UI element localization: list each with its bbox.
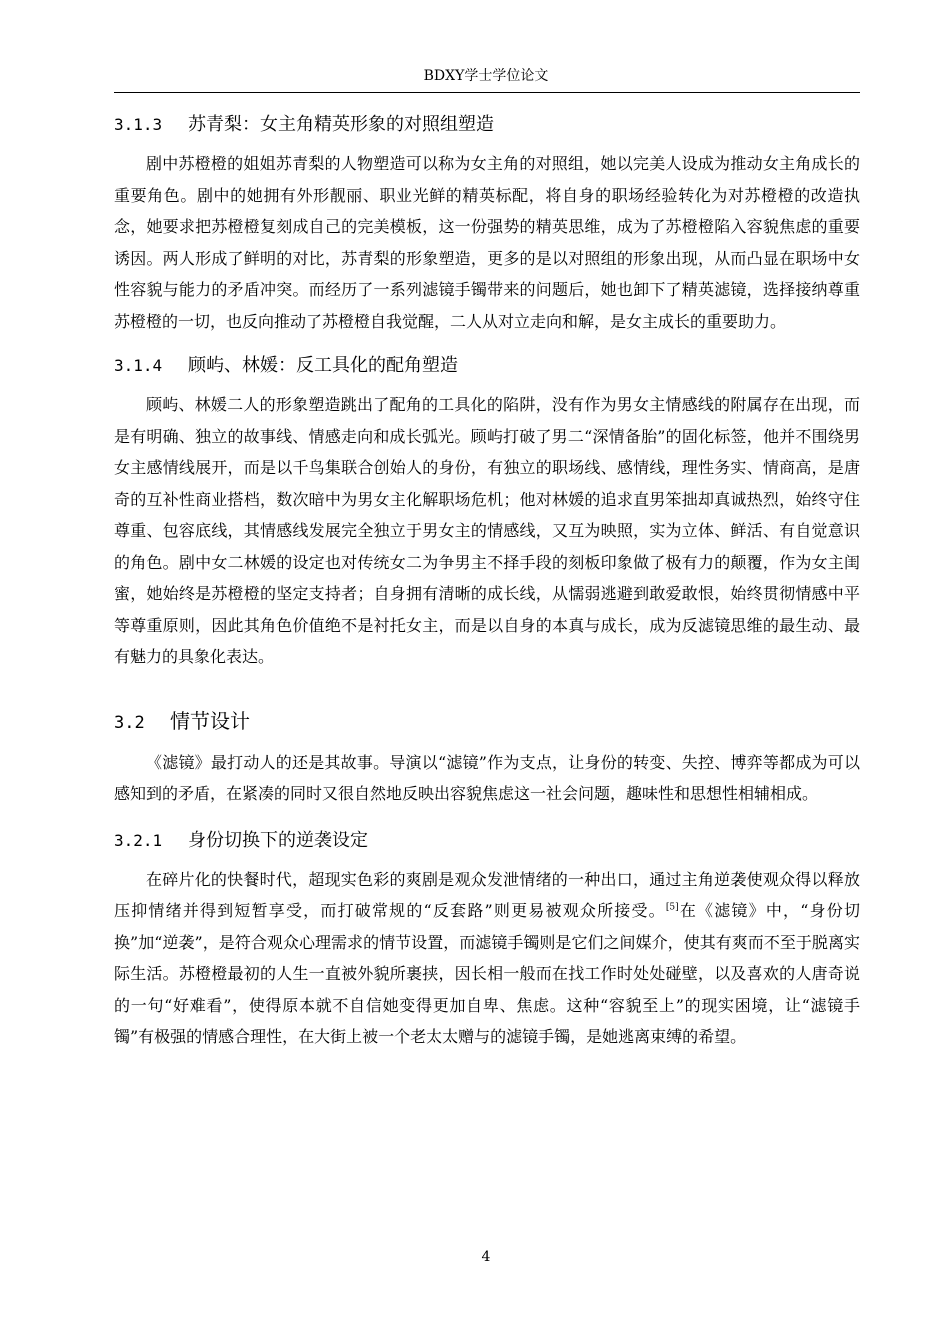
body-paragraph: 《滤镜》最打动人的还是其故事。导演以“滤镜”作为支点，让身份的转变、失控、博弈等都成为可以感知到的矛盾，在紧凑的同时又很自然地反映出容貌焦虑这一社会问题，趣味性和思想性相辅相成。 [114, 752, 860, 803]
header-rule [114, 92, 860, 93]
section-title: 情节设计 [170, 708, 250, 733]
running-header: BDXY学士学位论文 [423, 68, 549, 84]
section-number: 3.1.3 [114, 115, 163, 134]
body-paragraph: 顾屿、林媛二人的形象塑造跳出了配角的工具化的陷阱，没有作为男女主情感线的附属存在出现，而是有明确、独立的故事线、情感走向和成长弧光。顾屿打破了男二“深情备胎”的固化标签，他并不围绕男女主感情线展开，而是以千鸟集联合创始人的身份，有独立的职场线、感情线，理性务实、情商高，是唐奇的互补性商业搭档，数次暗中为男女主化解职场危机；他对林媛的追求直男笨拙却真诚热烈，始终守住尊重、包容底线，其情感线发展完全独立于男女主的情感线，又互为映照，实为立体、鲜活、有自觉意识的角色。剧中女二林媛的设定也对传统女二为争男主不择手段的刻板印象做了极有力的颠覆，作为女主闺蜜，她始终是苏橙橙的坚定支持者；自身拥有清晰的成长线，从懦弱逃避到敢爱敢恨，始终贯彻情感中平等尊重原则，因此其角色价值绝不是衬托女主，而是以自身的本真与成长，成为反滤镜思维的最生动、最有魅力的具象化表达。 [114, 395, 860, 666]
section-number: 3.1.4 [114, 356, 163, 375]
page-body [114, 112, 860, 1053]
section-title: 顾屿、林媛：反工具化的配角塑造 [188, 355, 458, 376]
paragraph-text: 在《滤镜》中，“身份切换”加“逆袭”，是符合观众心理需求的情节设置，而滤镜手镯则是它们之间媒介，使其有爽而不至于脱离实际生活。苏橙橙最初的人生一直被外貌所裹挟，因长相一般而在找工作时处处碰壁，以及喜欢的人唐奇说的一句“好难看”，使得原本就不自信她变得更加自卑、焦虑。这种“容貌至上”的现实困境，让“滤镜手镯”有极强的情感合理性，在大街上被一个老太太赠与的滤镜手镯，是她逃离束缚的希望。 [114, 901, 860, 1046]
section-title: 身份切换下的逆袭设定 [188, 829, 368, 851]
body-paragraph [114, 864, 860, 1053]
section-number: 3.2 [114, 712, 145, 733]
paragraph-text: 在碎片化的快餐时代，超现实色彩的爽剧是观众发泄情绪的一种出口，通过主角逆袭使观众得以释放压抑情绪并得到短暂享受，而打破常规的“反套路”则更易被观众所接受。 [114, 869, 860, 920]
citation-marker: [5] [665, 902, 679, 913]
body-paragraph: 剧中苏橙橙的姐姐苏青梨的人物塑造可以称为女主角的对照组，她以完美人设成为推动女主角成长的重要角色。剧中的她拥有外形靓丽、职业光鲜的精英标配，将自身的职场经验转化为对苏橙橙的改造执念，她要求把苏橙橙复刻成自己的完美模板，这一份强势的精英思维，成为了苏橙橙陷入容貌焦虑的重要诱因。两人形成了鲜明的对比，苏青梨的形象塑造，更多的是以对照组的形象出现，从而凸显在职场中女性容貌与能力的矛盾冲突。而经历了一系列滤镜手镯带来的问题后，她也卸下了精英滤镜，选择接纳尊重苏橙橙的一切，也反向推动了苏橙橙自我觉醒，二人从对立走向和解，是女主成长的重要助力。 [114, 154, 860, 331]
section-heading-3-1-4 [114, 353, 860, 379]
section-title: 苏青梨：女主角精英形象的对照组塑造 [188, 114, 494, 135]
section-heading-3-1-3 [114, 112, 860, 138]
section-number: 3.2.1 [114, 830, 163, 850]
page-number: 4 [481, 1249, 491, 1265]
section-heading-3-2-1 [114, 828, 860, 854]
section-heading-3-2 [114, 707, 860, 737]
